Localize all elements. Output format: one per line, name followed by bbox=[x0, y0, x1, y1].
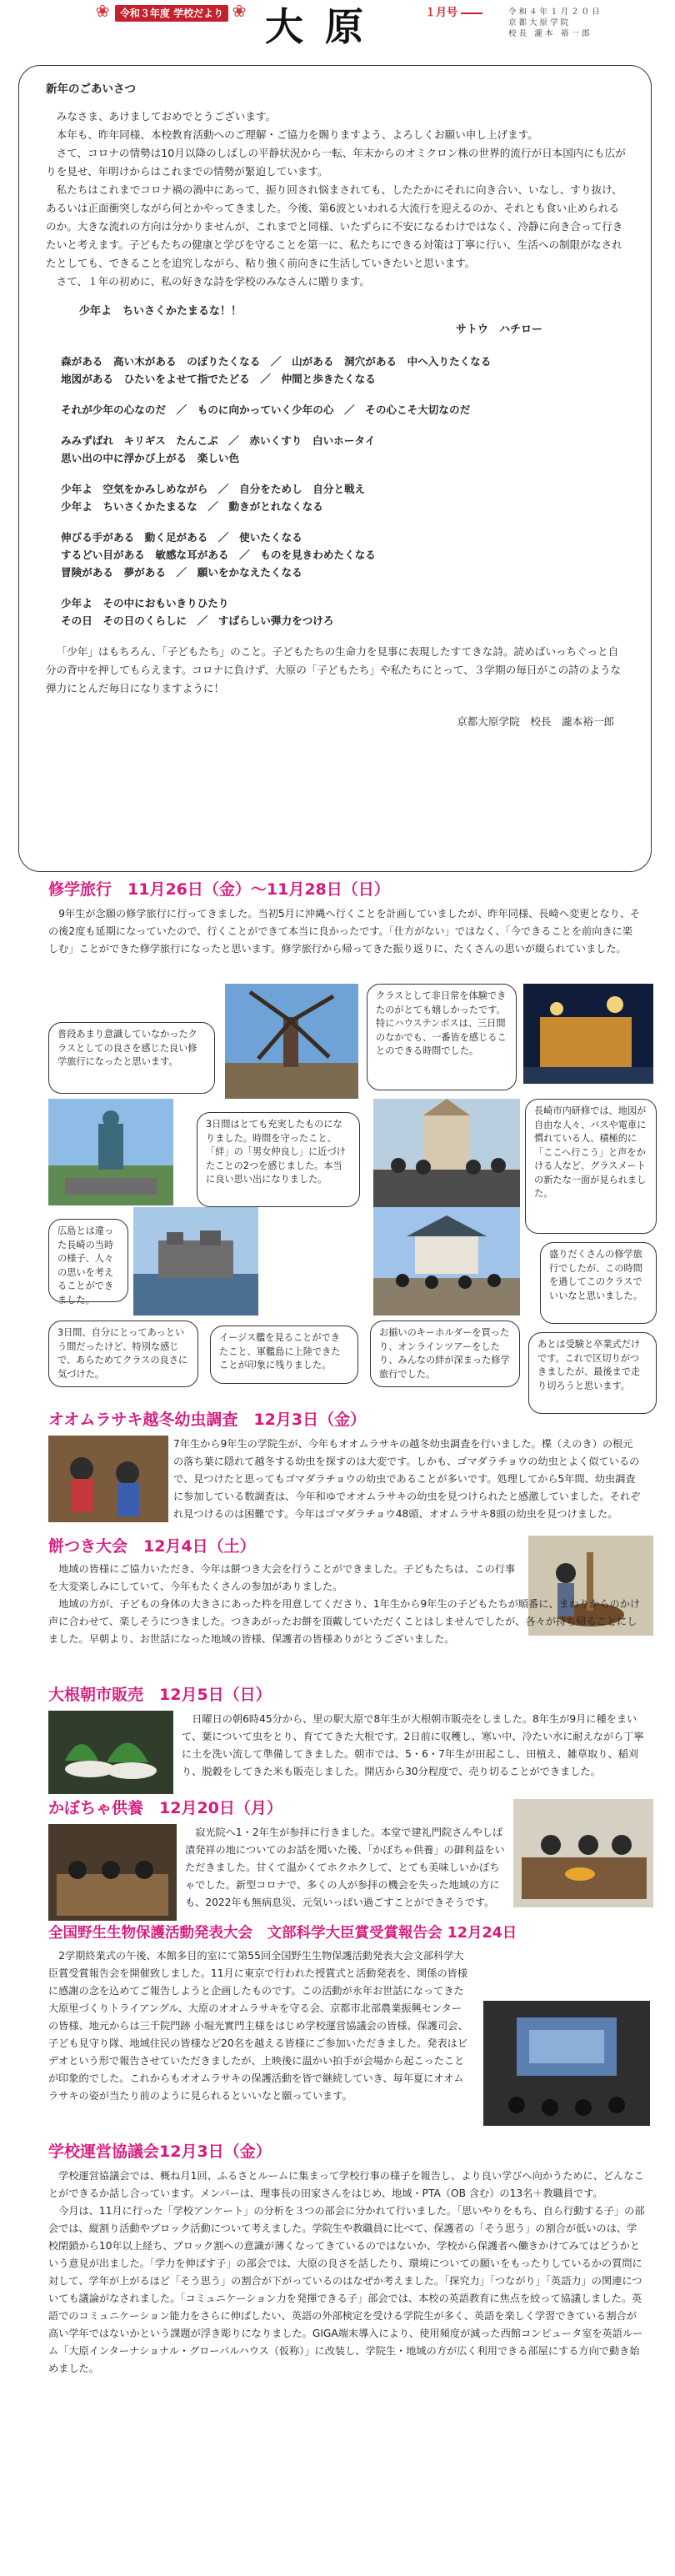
temple-visit-photo bbox=[48, 1824, 177, 1921]
trip-comment: 盛りだくさんの修学旅行でしたが、この時間を過してこのクラスでいいなと思いました。 bbox=[540, 1242, 657, 1324]
poem-stanza bbox=[61, 594, 626, 629]
poem-title: 少年よ ちいさくかたまるな！！ bbox=[79, 305, 242, 318]
trip-comment: イージス艦を見ることができたこと、軍艦島に上陸できたことが印象に残りました。 bbox=[210, 1326, 358, 1384]
windmill-photo bbox=[225, 984, 358, 1099]
greeting-paragraph: 私たちはこれまでコロナ禍の渦中にあって、振り回され悩まされても、したたかにそれに向き合い、いなし、すり抜け、あるいは正面衝突しながら何とかやってきました。今後、第6波といわれる大流行を迎えるのか、それとも食い止められるのか。大きな流れの方向は分かりませんが、これまでと同様、いたずらに不安になるわけではなく、冷静に向き合って行きたいと考えます。子どもたちの健康と学びを守ることを第一に、私たちにできる対策は丁寧に行い、生活への制限がなされたとしても、できることを追究しながら、粘り強く前向きに生活していきたいと思います。 bbox=[46, 183, 623, 269]
kabocha-heading: かぼちゃ供養 12月20日（月） bbox=[48, 1799, 282, 1817]
greeting-paragraph: さて、コロナの情勢は10月以降のしばしの平静状況から一転、年末からのオミクロン株の世界的流行が日本国内にも広がりを見せ、年明けからはこれまでの情勢が緊迫しています。 bbox=[46, 147, 626, 178]
kabocha-eating-photo bbox=[513, 1799, 653, 1907]
flower-icon: ❀ bbox=[232, 1, 247, 21]
greeting-paragraph: 本年も、昨年同様、本校教育活動へのご理解・ご協力を賜りますよう、よろしくお願い申し上げます。 bbox=[56, 128, 538, 141]
greeting-paragraph: さて、１年の初めに、私の好きな詩を学校のみなさんに贈ります。 bbox=[56, 275, 371, 288]
trip-comment: 普段あまり意識していなかったクラスとしての良さを感じた良い修学旅行になったと思います。 bbox=[48, 1022, 215, 1094]
poem-line: みみずばれ キリギス たんこぶ ／ 赤いくすり 白いホータイ bbox=[61, 434, 376, 447]
mochi-text: 地域の方が、子どもの身体の大きさにあった杵を用意してくださり、1年生から9年生の子どもたちが順番に、まわりからのかけ声に合わせて、楽しそうにつきました。つきあがったお餅を頂戴していただくことはしませんでしたが、各々が持ち帰ることにしました。早朝より、お世話になった地域の皆様、保護者の皆様ありがとうございました。 bbox=[48, 1598, 641, 1645]
poem-line: その日 その日のくらしに ／ すばらしい弾力をつけろ bbox=[61, 614, 334, 627]
kabocha-text: 寂光院へ1・2年生が参拝に行きました。本堂で建礼門院さんやしば漬発祥の地についてのお話を聞いた後、「かぼちゃ供養」の御利益をいただきました。甘くて温かくてホクホクして、とても美味しいかぼちゃでした。新型コロナで、多くの人が参拝の機会を失った地域の方にも、2022年も無病息災、元気いっぱい過ごすことができそうです。 bbox=[185, 1827, 505, 1908]
council-heading: 学校運営協議会12月3日（金） bbox=[48, 2142, 272, 2161]
poem-line: 少年よ ちいさくかたまるな ／ 動きがとれなくなる bbox=[61, 500, 323, 513]
wildlife-heading: 全国野生生物保護活動発表大会 文部科学大臣賞受賞報告会 12月24日 bbox=[48, 1925, 518, 1942]
trip-comment: 3日間はとても充実したものになりました。時間を守ったこと、「絆」の「男女仲良し」に近づけたことの2つを感じました。本当に良い思い出になりました。 bbox=[197, 1112, 360, 1207]
poem-line: 冒険がある 夢がある ／ 願いをかなえたくなる bbox=[61, 566, 302, 579]
poem-stanza bbox=[61, 529, 626, 581]
poem-stanza bbox=[61, 401, 626, 418]
trip-comment: クラスとして非日常を体験できたのがとても嬉しかったです。特にハウステンボスは、三日間のなかでも、一番皆を感じることのできる時間でした。 bbox=[367, 984, 517, 1090]
poem-line: 少年よ 空気をかみしめながら ／ 自分をためし 自分と戦え bbox=[61, 483, 366, 495]
poem-line: 伸びる手がある 動く足がある ／ 使いたくなる bbox=[61, 531, 302, 544]
poem-stanza bbox=[61, 353, 626, 388]
flower-icon: ❀ bbox=[95, 1, 110, 21]
school-name: 京 都 大 原 学 院 bbox=[508, 18, 569, 28]
butterfly-heading: オオムラサキ越冬幼虫調査 12月3日（金） bbox=[48, 1411, 367, 1429]
night-illumination-photo bbox=[523, 984, 653, 1084]
peace-statue-photo bbox=[48, 1099, 173, 1205]
daikon-heading: 大根朝市販売 12月5日（日） bbox=[48, 1686, 272, 1704]
poem-line: 少年よ その中におもいきりひたり bbox=[61, 597, 229, 609]
greeting-signature: 京都大原学院 校長 瀧本裕一郎 bbox=[457, 715, 614, 728]
trip-comment: あとは受験と卒業式だけです。これで区切りがつきましたが、最後まで走り切ろうと思います。 bbox=[528, 1332, 657, 1414]
poem-stanza bbox=[61, 480, 626, 515]
council-text: 学校運営協議会では、概ね月1回、ふるさとルームに集まって学校行事の様子を報告し、より良い学びへ向かうために、どんなことができるか話し合っています。メンバーは、理事長の田家さんをはじめ、地域・PTA（OB 含む）の13名＋教職員です。 今月は、11月に行った「学校アンケート」の分析を３つの部会に分かれて行いました。「思いやりをもち、自ら行動する子」の部会では、縦割り活動やブロック活動について考えました。学院生や教職員に比べて、保護者の「そう思う」の割合が低いのは、学校閉鎖から10年以上経ち、ブロック割への意識が薄くなってきているのではないか、学校から保護者へ働きかけてみてはどうかという意見が出ました。「学力を伸ばす子」の部会では、大原の良さを話したり、環境についての願いをもったりしているかの質問に対して、学年が上がるほど「そう思う」の割合が下がっているのはなぜか考えました。「探究力」「つながり」「英語力」の関連についても議論がなされました。「コミュニケーション力を発揮できる子」部会では、本校の英語教育に焦点を絞って協議しました。英語でのコミュニケーション能力をさらに伸ばしたい、英語の外部検定を受ける学院生が多く、英語を楽しく学習できている割合が高い学年ではないかという課題が浮き彫りになりました。GIGA端末導入により、使用頻度が減った西館コンピュータ室を英語ルーム「大原インターナショナル・グローバルハウス（仮称）」に改装し、学院生・地域の方が広く利用できる部屋にする方向で動き始めました。 bbox=[48, 2170, 645, 2374]
daikon-text: 日曜日の朝6時45分から、里の駅大原で8年生が大根朝市販売をしました。8年生が9月に種をまいて、葉について虫をとり、育ててきた大根です。2日前に収穫し、寒い中、冷たい水に耐えながら丁寧に土を洗い流して準備してきました。朝市では、5・6・7年生が田起こし、田植え、雑草取り、稲刈り、脱穀をしてきた米も販売しました。開店から30分程度で、売り切ることができました。 bbox=[182, 1713, 644, 1777]
daikon-market-photo bbox=[48, 1711, 173, 1794]
trip-text: 9年生が念願の修学旅行に行ってきました。当初5月に沖縄へ行くことを計画していましたが、昨年同様、長崎へ変更となり、その後2度も延期になっていたので、行くことができて本当に良かったです。「仕方がない」ではなく、「今できることを前向きに楽しむ」ことができた修学旅行になったと思います。修学旅行から帰ってきた振り返りに、たくさんの思いが綴られていました。 bbox=[48, 908, 641, 955]
mochi-text: 地域の皆様にご協力いただき、今年は餅つき大会を行うことができました。子どもたちは、この行事を大変楽しみにしていて、今年もたくさんの参加がありました。 bbox=[48, 1563, 516, 1592]
newsletter-title: 大原 bbox=[265, 4, 385, 49]
greeting-paragraph: みなさま、あけましておめでとうございます。 bbox=[56, 110, 277, 123]
trip-comment: 長崎市内研修では、地図が自由な人々、バスや電車に慣れている人、積極的に「ここへ行こう」と声をかける人など、グラスメートの新たな一面が見られました。 bbox=[525, 1099, 657, 1234]
trip-comment: 広島とは違った長崎の当時の様子、人々の思いを考えることができました。 bbox=[48, 1219, 128, 1302]
poem-line: それが少年の心なのだ ／ ものに向かっていく少年の心 ／ その心こそ大切なのだ bbox=[61, 403, 471, 416]
principal-name: 校 長 瀧 本 裕 一 郎 bbox=[508, 29, 590, 38]
trip-comment: 3日間、自分にとってあっという間だったけど、特別な感じで、あらためてクラスの良さに気づけた。 bbox=[48, 1321, 198, 1387]
issue-month: １月号 bbox=[425, 5, 492, 22]
butterfly-text: 7年生から9年生の学院生が、今年もオオムラサキの越冬幼虫調査を行いました。楪（えのき）の根元の落ち葉に隠れて越冬する幼虫を探すのは大変です。しかも、ゴマダラチョウの幼虫とよく似ているので、見つけたと思ってもゴマダラチョウの幼虫であることが多いです。処理してから5年間、幼虫調査に参加している数調査は、今年和ゆでオオムラサキの幼虫を見つけられたと感激していました。それぞれ見つけるのは困難です。今年はゴマダラチョウ48頭、オオムラサキ8頭の幼虫を見つけました。 bbox=[173, 1438, 641, 1520]
poem-line: 地図がある ひたいをよせて指でたどる ／ 仲間と歩きたくなる bbox=[61, 373, 376, 385]
newsletter-label: 令和３年度 学校だより bbox=[115, 5, 228, 22]
poem-line: するどい目がある 敏感な耳がある ／ ものを見きわめたくなる bbox=[61, 549, 376, 561]
poem-stanza bbox=[61, 432, 626, 467]
gunkanjima-photo bbox=[133, 1207, 258, 1316]
issue-meta bbox=[508, 7, 667, 39]
poem-line: 思い出の中に浮かび上がる 楽しい色 bbox=[61, 452, 240, 464]
poem bbox=[46, 303, 626, 629]
trip-comment: お揃いのキーホルダーを買ったり、オンラインツアーをしたり、みんなの絆が深まった修学旅行でした。 bbox=[370, 1321, 520, 1387]
trip-heading: 修学旅行 11月26日（金）～11月28日（日） bbox=[48, 880, 390, 899]
wildlife-text: 2学期終業式の午後、本館多目的室にて第55回全国野生生物保護活動発表大会文部科学大臣賞受賞報告会を開催致しました。11月に東京で行われた授賞式と活動発表を、関係の皆様に感謝の念を込めてご報告しようと企画したものです。この活動が永年お世話になってきた大原里づくりトライアングル、大原のオオムラサキを守る会、京都市北部農業振興センターの皆様、地元からは三千院門跡 小堀光實門主様をはじめ学校運営協議会の皆様、保護司会、子ども見守り隊、地域住民の皆様など20名を越える皆様にご参加いただきました。発表はビデオという形で報告させていただきましたが、上映後に温かい拍手が会場から起こったことが印象的でした。これからもオオムラサキの保護活動を皆で継続していき、毎年夏にオオムラサキの姿が当たり前のように見られるといいなと願っています。 bbox=[48, 1950, 468, 2102]
issue-date: 令 和 ４ 年 １ 月 ２ ０ 日 bbox=[508, 8, 600, 17]
greeting-title: 新年のごあいさつ bbox=[46, 83, 136, 96]
mochi-heading: 餅つき大会 12月4日（土） bbox=[48, 1537, 256, 1556]
poem-author: サトウ ハチロー bbox=[455, 323, 542, 336]
castle-group-photo bbox=[373, 1207, 520, 1316]
masthead bbox=[0, 0, 675, 65]
new-year-greeting bbox=[18, 65, 652, 872]
group-photo-church bbox=[373, 1099, 520, 1207]
poem-line: 森がある 高い木がある のぼりたくなる ／ 山がある 洞穴がある 中へ入りたくなる bbox=[61, 355, 492, 368]
greeting-closing: 「少年」はもちろん、「子どもたち」のこと。子どもたちの生命力を見事に表現したすてきな詩。読めばいっちぐっと自分の背中を押してもらえます。コロナに負けず、大原の「子どもたち」や私たちにとって、３学期の毎日がこの詩のような弾力にとんだ毎日になりますように！ bbox=[46, 645, 622, 694]
